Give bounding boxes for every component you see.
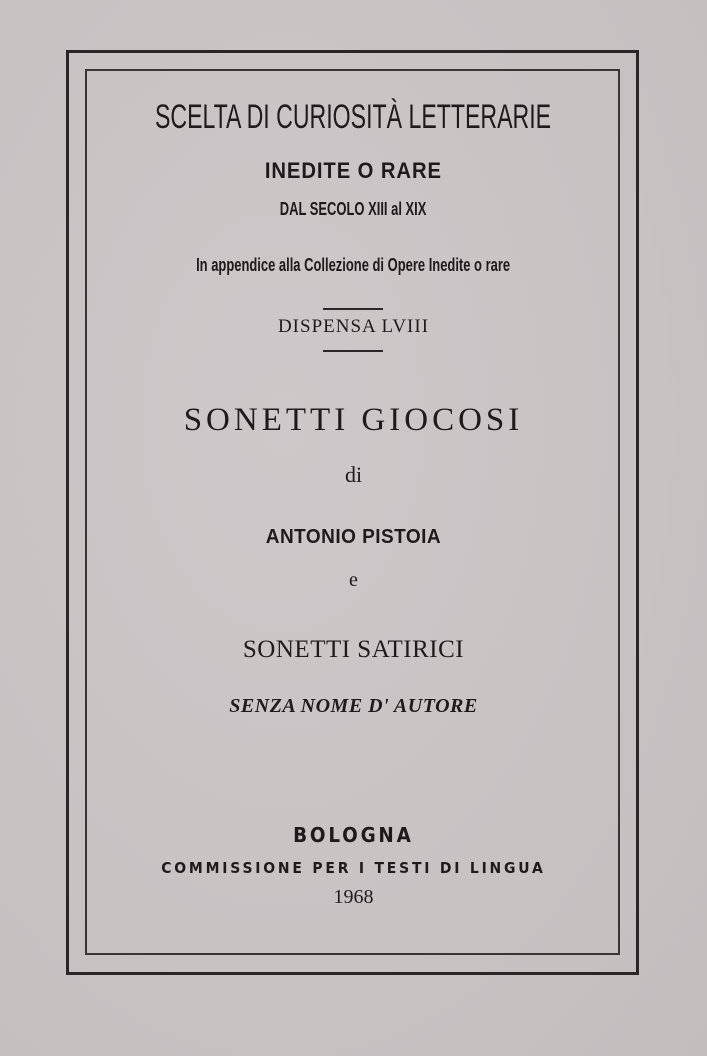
series-title: SCELTA DI CURIOSITÀ LETTERARIE <box>154 98 552 136</box>
conjunction: e <box>349 569 358 591</box>
divider-rule-top <box>323 308 383 310</box>
work2-title: SONETTI SATIRICI <box>242 636 465 663</box>
appendix-note: In appendice alla Collezione di Opere Inedite o rare <box>196 255 511 275</box>
period-line: DAL SECOLO XIII al XIX <box>279 199 427 219</box>
author-name: ANTONIO PISTOIA <box>265 526 442 548</box>
publisher-name: COMMISSIONE PER I TESTI DI LINGUA <box>161 859 546 877</box>
publisher-city: BOLOGNA <box>293 823 414 847</box>
work1-title: SONETTI GIOCOSI <box>183 402 524 438</box>
issue-number: DISPENSA LVIII <box>277 316 430 337</box>
series-subtitle: INEDITE O RARE <box>264 158 442 183</box>
work2-author-note: SENZA NOME D' AUTORE <box>229 695 478 717</box>
publication-year: 1968 <box>333 886 374 908</box>
work1-by: di <box>344 462 363 487</box>
divider-rule-bottom <box>323 350 383 352</box>
